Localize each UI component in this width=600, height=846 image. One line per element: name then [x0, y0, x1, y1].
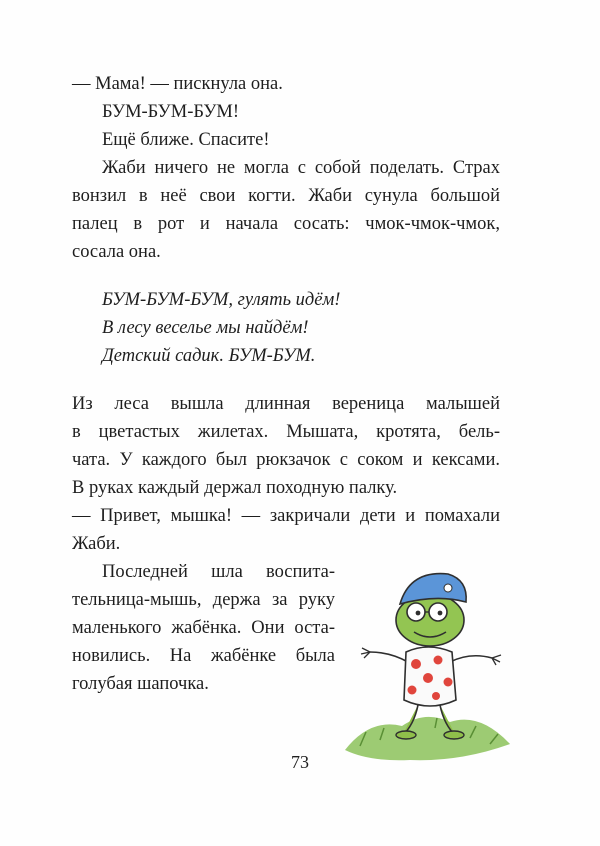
frog-child-illustration-icon — [340, 540, 515, 770]
text-line: новились. На жабёнке была — [72, 646, 335, 666]
page-number: 73 — [291, 752, 309, 772]
text-line: В руках каждый держал походную палку. — [72, 478, 398, 498]
text-line: голубая шапочка. — [72, 674, 209, 694]
text-line: Последней шла воспита- — [102, 562, 335, 582]
text-line: в цветастых жилетах. Мышата, кротята, бель- — [72, 422, 500, 442]
text-line: Жаби ничего не могла с собой поделать. Страх — [102, 158, 500, 178]
poem-line: Детский садик. БУМ-БУМ. — [102, 346, 316, 366]
poem-line: БУМ-БУМ-БУМ, гулять идём! — [102, 290, 341, 310]
text-line: — Привет, мышка! — закричали дети и помахали — [72, 506, 500, 526]
text-line: маленького жабёнка. Они оста- — [72, 618, 335, 638]
poem-line: В лесу веселье мы найдём! — [102, 318, 309, 338]
text-line: сосала она. — [72, 242, 161, 262]
text-line: тельница-мышь, держа за руку — [72, 590, 335, 610]
text-line: БУМ-БУМ-БУМ! — [102, 102, 240, 122]
text-line: чата. У каждого был рюкзачок с соком и кексами. — [72, 450, 500, 470]
text-line: — Мама! — пискнула она. — [72, 74, 283, 94]
text-line: Из леса вышла длинная вереница малышей — [72, 394, 500, 414]
text-line: палец в рот и начала сосать: чмок-чмок-чмок, — [72, 214, 500, 234]
text-line: Жаби. — [72, 534, 121, 554]
text-line: Ещё ближе. Спасите! — [102, 130, 270, 150]
text-line: вонзил в неё свои когти. Жаби сунула большой — [72, 186, 500, 206]
